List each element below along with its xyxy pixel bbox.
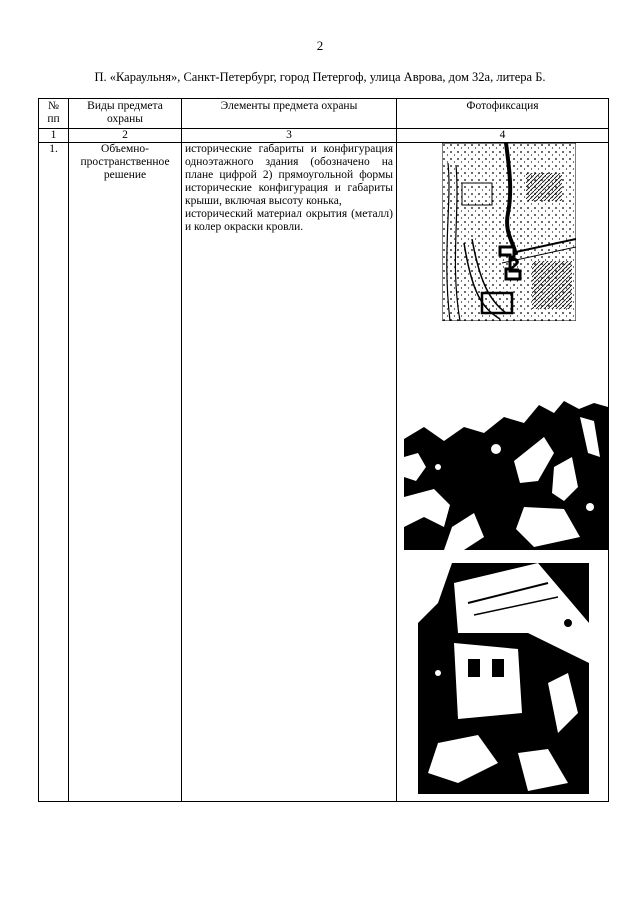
protection-elements	[182, 143, 397, 802]
element-text: исторический материал окрытия (металл) и колер окраски кровли.	[185, 208, 393, 233]
element-text: исторические габариты и конфигурация одноэтажного здания (обозначено на плане цифрой 2) прямоугольной формы исторические конфигурация и габариты крыши, включая высоту конька,	[185, 143, 393, 207]
table-row	[39, 143, 609, 802]
protection-type: Объемно-пространственное решение	[69, 143, 182, 802]
header-protection-type: Виды предмета охраны	[69, 99, 182, 129]
protection-table	[38, 98, 609, 802]
header-protection-elements: Элементы предмета охраны	[182, 99, 397, 129]
table-header-row	[39, 99, 609, 129]
photo-fixation-cell	[397, 143, 609, 802]
header-number: № пп	[39, 99, 69, 129]
column-number-row	[39, 129, 609, 143]
document-title: П. «Караульня», Санкт-Петербург, город Петергоф, улица Аврова, дом 32а, литера Б.	[94, 70, 546, 84]
site-plan-map-image	[442, 143, 576, 321]
map-building-label: 2	[508, 255, 521, 276]
column-number: 4	[397, 129, 609, 143]
column-number: 3	[182, 129, 397, 143]
column-number: 1	[39, 129, 69, 143]
page-number: 2	[316, 38, 324, 53]
column-number: 2	[69, 129, 182, 143]
row-number: 1.	[39, 143, 69, 802]
header-photo-fixation: Фотофиксация	[397, 99, 609, 129]
house-photo-side	[418, 563, 589, 794]
house-photo-front	[404, 397, 608, 550]
